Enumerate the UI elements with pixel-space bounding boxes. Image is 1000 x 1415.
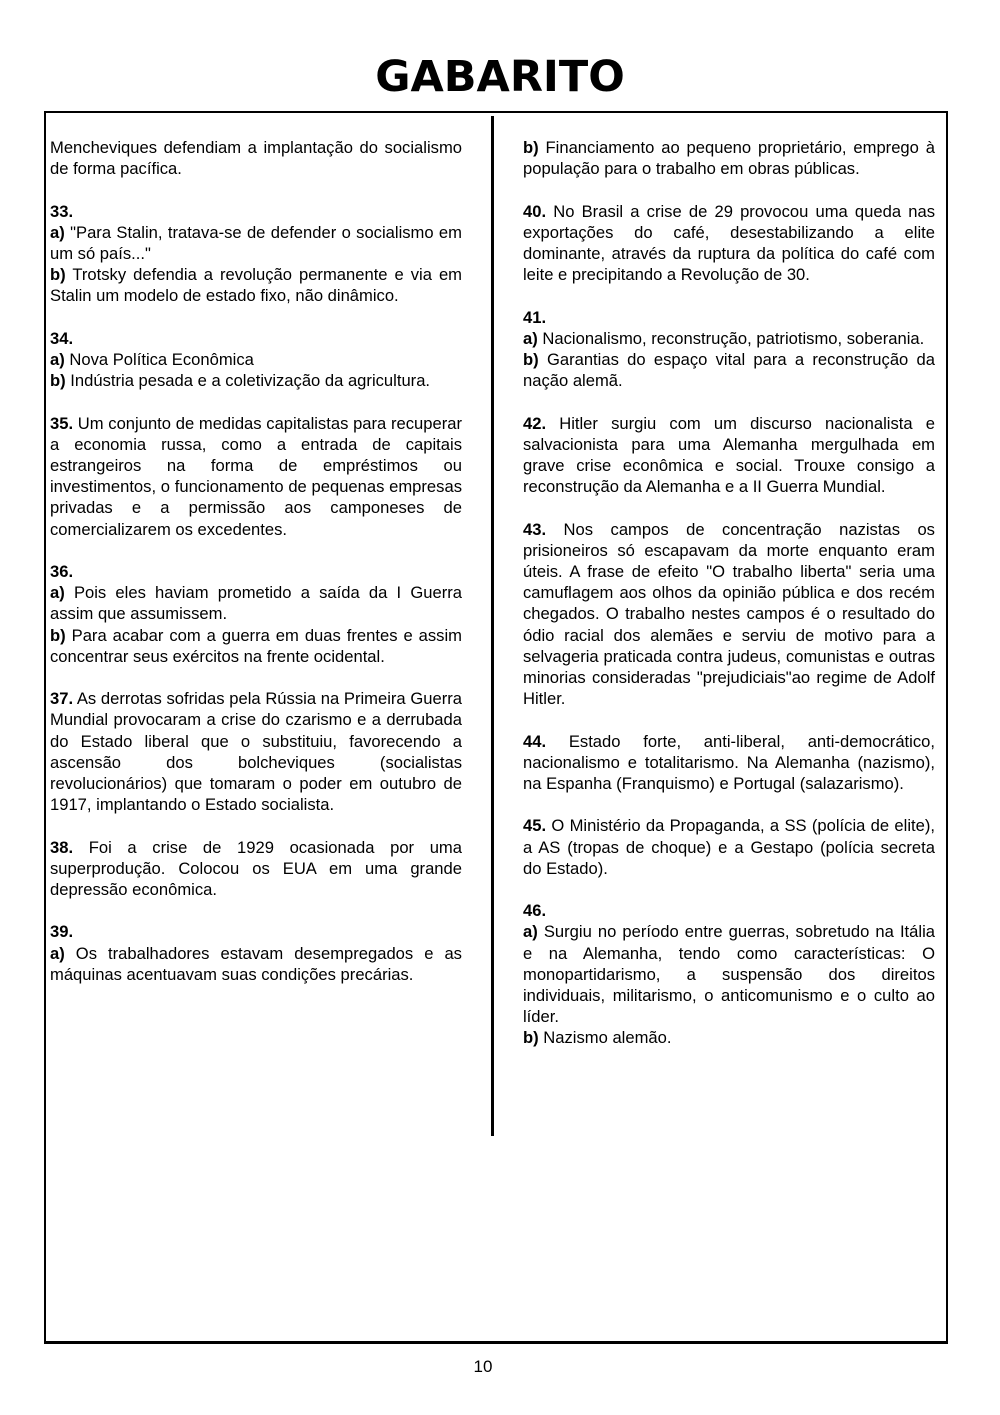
answer-line (523, 519, 935, 710)
item-label: a) (523, 922, 538, 942)
answer-line (50, 370, 462, 391)
answer-block-q35 (50, 413, 462, 540)
answer-text: Um conjunto de medidas capitalistas para recuperar a economia russa, como a entrada de capitais estrangeiros na forma de empréstimos ou investimentos, o funcionamento de pequenas empresas privadas e a permissão aos camponeses de comercializarem os excedentes. (50, 413, 462, 539)
item-label: b) (523, 350, 539, 369)
question-number: 43. (523, 519, 547, 539)
item-label: a) (50, 943, 65, 963)
answer-line (523, 815, 935, 879)
answer-block-q43 (523, 519, 935, 710)
answer-line (50, 837, 462, 901)
page-number: 10 (473, 1357, 493, 1376)
answer-block-q40 (523, 201, 935, 286)
item-label: a) (50, 350, 65, 369)
answer-block-q34 (50, 328, 462, 392)
answer-text: Garantias do espaço vital para a reconstrução da nação alemã. (523, 350, 935, 391)
answer-text: Para acabar com a guerra em duas frentes e assim concentrar seus exércitos na frente ocidental. (50, 625, 462, 666)
answer-line (50, 582, 462, 624)
answer-text: As derrotas sofridas pela Rússia na Primeira Guerra Mundial provocaram a crise do czarismo e a derrubada do Estado liberal que o substituiu, favorecendo a ascensão dos bolcheviques (socialistas revolucionários) que tomaram o poder em outubro de 1917, implantando o Estado socialista. (50, 689, 462, 815)
answer-line (523, 137, 935, 179)
answer-block-q42 (523, 413, 935, 498)
item-label: a) (523, 328, 538, 348)
answer-text: "Para Stalin, tratava-se de defender o socialismo em um só país..." (50, 222, 462, 263)
column-divider (491, 116, 494, 1136)
answer-text: Os trabalhadores estavam desempregados e as máquinas acentuavam suas condições precárias. (50, 943, 462, 984)
page-title: GABARITO (375, 52, 625, 102)
answer-line (50, 688, 462, 815)
answer-line (50, 625, 462, 667)
answer-text: Surgiu no período entre guerras, sobretudo na Itália e na Alemanha, tendo como características: O monopartidarismo, a suspensão dos direitos individuais, militarismo, o anticomunismo e o culto ao líder. (523, 922, 935, 1027)
answer-line (50, 943, 462, 985)
answer-block-q39 (50, 921, 462, 985)
answer-line (523, 349, 935, 391)
answer-block-q44 (523, 731, 935, 795)
answer-text: Estado forte, anti-liberal, anti-democrático, nacionalismo e totalitarismo. Na Alemanha (nazismo), na Espanha (Franquismo) e Portugal (salazarismo). (523, 731, 935, 794)
question-number: 35. (50, 413, 74, 433)
answer-line (523, 1027, 935, 1048)
answer-line (50, 264, 462, 306)
question-number: 41. (523, 307, 547, 327)
answer-text: Trotsky defendia a revolução permanente e via em Stalin um modelo de estado fixo, não dinâmico. (50, 265, 463, 306)
answer-line (523, 731, 935, 795)
answer-text: O Ministério da Propaganda, a SS (polícia de elite), a AS (tropas de choque) e a Gestapo (polícia secreta do Estado). (523, 816, 935, 878)
item-label: b) (50, 371, 66, 391)
answer-block-intro (50, 137, 462, 179)
answer-block-q45 (523, 815, 935, 879)
answer-block-q36 (50, 561, 462, 667)
answer-block-q41 (523, 307, 935, 392)
answer-line (50, 137, 462, 179)
question-number: 40. (523, 201, 547, 221)
question-number: 42. (523, 413, 547, 433)
question-number: 37. (50, 689, 74, 709)
answer-text: Mencheviques defendiam a implantação do socialismo de forma pacífica. (50, 138, 462, 179)
answer-text: Nacionalismo, reconstrução, patriotismo, soberania. (542, 328, 925, 348)
item-label: b) (50, 625, 66, 645)
answer-line (523, 201, 935, 286)
question-number: 44. (523, 731, 547, 751)
answer-block-q33 (50, 201, 462, 307)
answer-text: Hitler surgiu com um discurso nacionalista e salvacionista para uma Alemanha mergulhada em grave crise econômica e social. Trouxe consigo a reconstrução da Alemanha e a II Guerra Mundial. (523, 413, 935, 497)
question-number: 39. (50, 922, 74, 942)
answer-text: Indústria pesada e a coletivização da agricultura. (70, 371, 431, 391)
question-number: 33. (50, 201, 74, 221)
question-number: 34. (50, 328, 74, 348)
question-number: 45. (523, 816, 547, 836)
answer-block-q46 (523, 900, 935, 1048)
answer-text: Nos campos de concentração nazistas os prisioneiros só escapavam da morte enquanto eram úteis. A frase de efeito "O trabalho liberta" seria uma camuflagem aos olhos da opinião pública e dos recém chegados. O trabalho nestes campos é o resultado do ódio racial dos alemães e serviu de motivo para a selvageria praticada contra judeus, comunistas e outras minorias consideradas "prejudiciais"ao regime de Adolf Hitler. (523, 519, 935, 709)
answer-text: Foi a crise de 1929 ocasionada por uma superprodução. Colocou os EUA em uma grande depressão econômica. (50, 837, 462, 900)
question-number: 36. (50, 562, 74, 581)
answer-line (523, 328, 935, 349)
item-label: b) (523, 1028, 539, 1048)
answer-block-q37 (50, 688, 462, 815)
answer-text: Financiamento ao pequeno proprietário, emprego à população para o trabalho em obras públicas. (523, 138, 935, 179)
answer-line (50, 349, 462, 370)
item-label: a) (50, 583, 65, 603)
answer-text: Nova Política Econômica (69, 350, 254, 369)
left-column (50, 137, 462, 1006)
answer-line (523, 413, 935, 498)
answer-text: Nazismo alemão. (543, 1028, 672, 1048)
answer-line (50, 413, 462, 540)
answer-text: Pois eles haviam prometido a saída da I Guerra assim que assumissem. (50, 583, 462, 624)
answer-text: No Brasil a crise de 29 provocou uma queda nas exportações do café, desestabilizando a elite dominante, através da ruptura da política do café com leite e precipitando a Revolução de 30. (523, 201, 935, 285)
item-label: b) (50, 265, 66, 285)
answer-line (50, 222, 462, 264)
item-label: b) (523, 138, 539, 157)
question-number: 46. (523, 901, 547, 921)
answer-block-q38 (50, 837, 462, 901)
answer-line (523, 921, 935, 1027)
right-column (523, 137, 935, 1070)
question-number: 38. (50, 837, 74, 857)
answer-block-q39b (523, 137, 935, 179)
item-label: a) (50, 222, 65, 242)
